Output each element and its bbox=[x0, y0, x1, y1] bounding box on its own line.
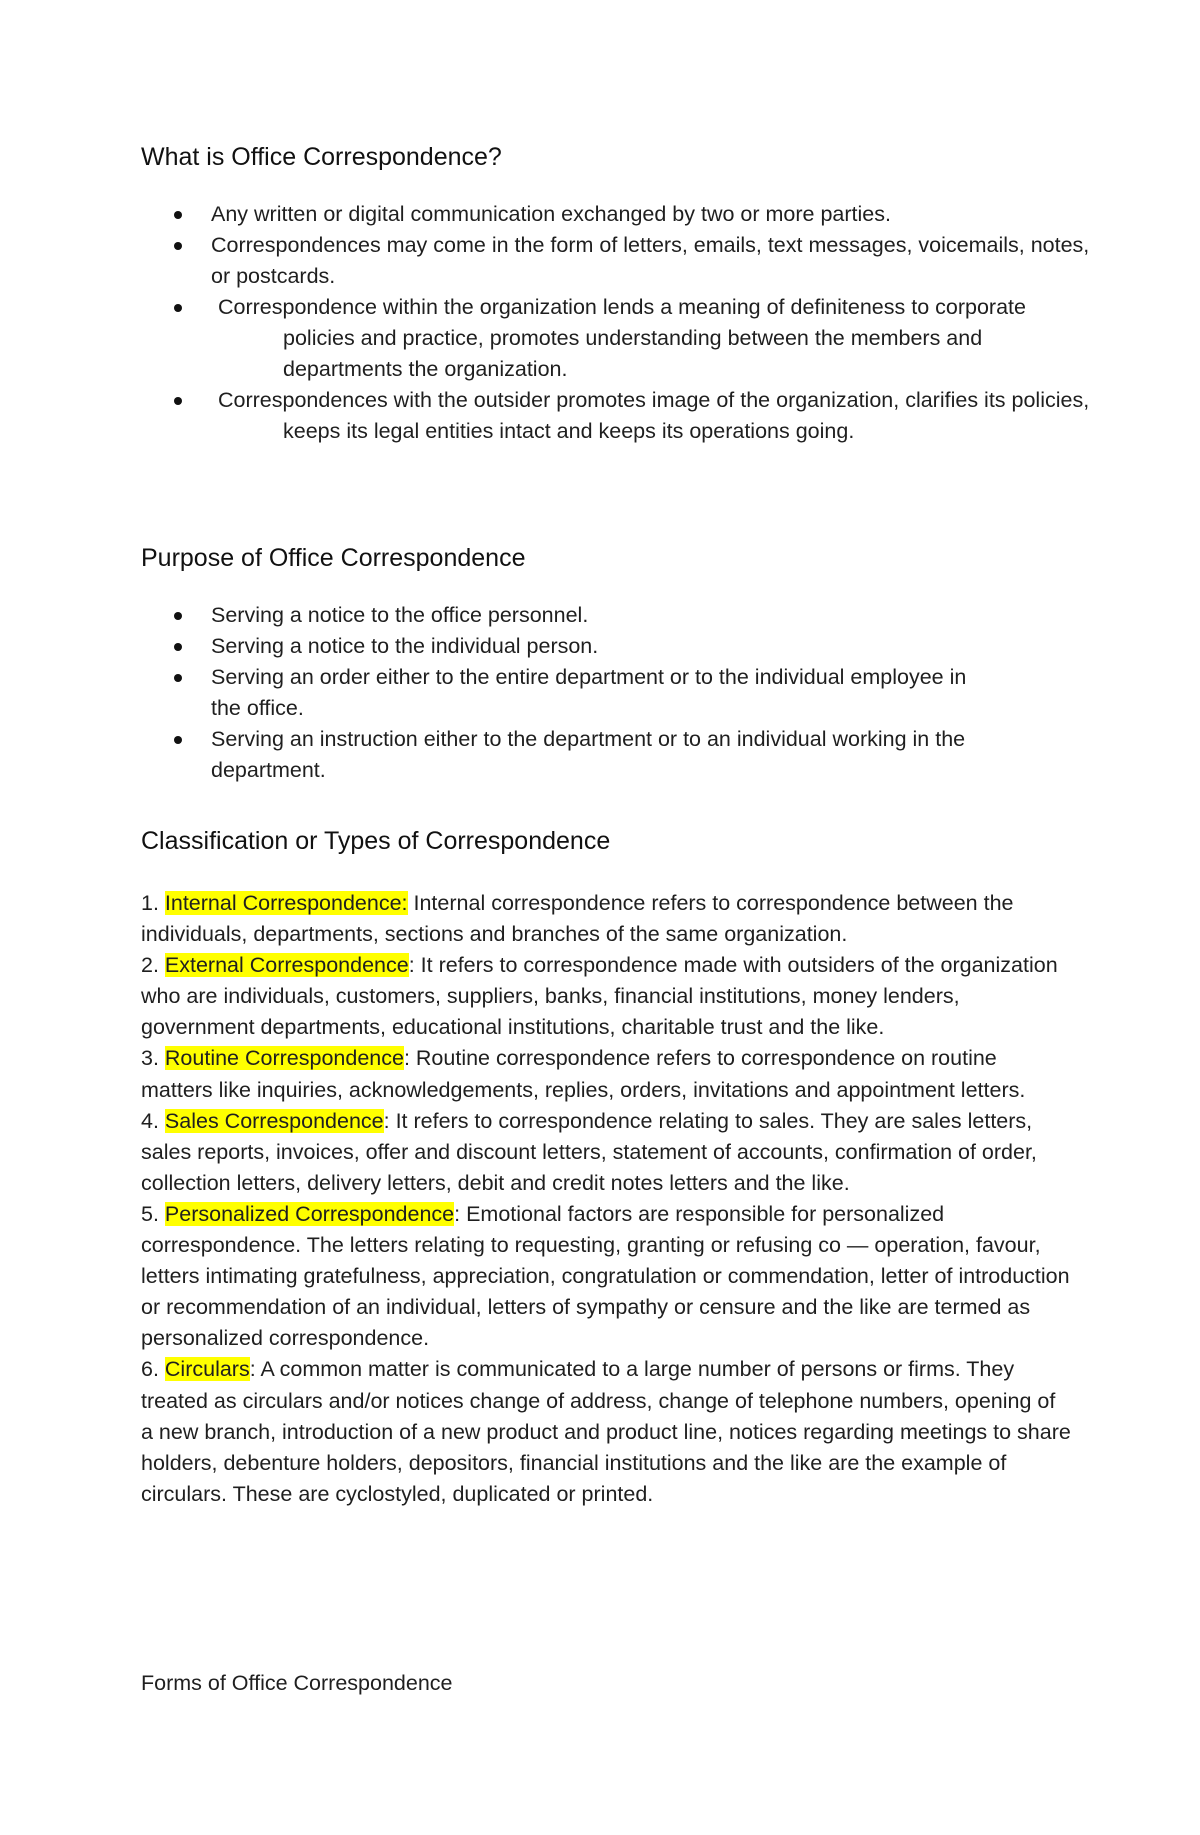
bullet-icon bbox=[174, 211, 182, 219]
classification-paragraph bbox=[141, 888, 1071, 1510]
term-highlight: Routine Correspondence bbox=[164, 1046, 404, 1071]
section-title-classification: Classification or Types of Correspondence bbox=[141, 827, 611, 855]
classification-item-3: 3. Routine Correspondence: Routine correspondence refers to correspondence on routine matters like inquiries, acknowledgements, replies, orders, invitations and appointment letters. bbox=[141, 1046, 1026, 1102]
classification-item-4: 4. Sales Correspondence: It refers to correspondence relating to sales. They are sales letters, sales reports, invoices, offer and discount letters, statement of accounts, confirmation of order, collection letters, delivery letters, debit and credit notes letters and the like. bbox=[141, 1108, 1037, 1195]
section-title-what-is: What is Office Correspondence? bbox=[141, 143, 502, 171]
term-highlight: Personalized Correspondence bbox=[164, 1201, 455, 1226]
list-item: Any written or digital communication exchanged by two or more parties. bbox=[141, 199, 1101, 230]
section-title-purpose: Purpose of Office Correspondence bbox=[141, 544, 526, 572]
list-item: Serving an instruction either to the department or to an individual working in the department. bbox=[141, 724, 1071, 786]
list-item bbox=[141, 230, 1101, 292]
bullet-icon bbox=[174, 612, 182, 620]
bullet-icon bbox=[174, 674, 182, 682]
list-item: Serving an order either to the entire department or to the individual employee in the office. bbox=[141, 662, 981, 724]
term-highlight: Sales Correspondence bbox=[164, 1108, 384, 1133]
classification-item-5: 5. Personalized Correspondence: Emotional factors are responsible for personalized correspondence. The letters relating to requesting, granting or refusing co — operation, favour, letters intimating gratefulness, appreciation, congratulation or commendation, letter of introduction or recommendation of an individual, letters of sympathy or censure and the like are termed as personalized correspondence. bbox=[141, 1201, 1070, 1351]
term-highlight: Circulars bbox=[164, 1357, 250, 1382]
term-highlight: External Correspondence bbox=[164, 953, 409, 978]
wrapped-text: Correspondences may come in the form of letters, emails, text messages, voicemails, notes, or postcards. bbox=[211, 233, 1090, 288]
list-item: Correspondences with the outsider promotes image of the organization, clarifies its policies, keeps its legal entities intact and keeps its operations going. bbox=[141, 385, 1101, 447]
bullet-icon bbox=[174, 242, 182, 250]
list-item: Correspondence within the organization lends a meaning of definiteness to corporate policies and practice, promotes understanding between the members and departments the organization. bbox=[141, 292, 1101, 385]
term-highlight: Internal Correspondence: bbox=[164, 891, 408, 915]
bullet-icon bbox=[174, 397, 182, 405]
list-item: Serving a notice to the individual person. bbox=[141, 631, 1041, 662]
definition-bullet-list bbox=[141, 199, 1101, 447]
forms-heading: Forms of Office Correspondence bbox=[141, 1671, 453, 1695]
classification-item-2: 2. External Correspondence: It refers to correspondence made with outsiders of the organization who are individuals, customers, suppliers, banks, financial institutions, money lenders, government departments, educational institutions, charitable trust and the like. bbox=[141, 953, 1058, 1040]
classification-item-6: 6. Circulars: A common matter is communicated to a large number of persons or firms. They treated as circulars and/or notices change of address, change of telephone numbers, opening of a new branch, introduction of a new product and product line, notices regarding meetings to share holders, debenture holders, depositors, financial institutions and the like are the example of circulars. These are cyclostyled, duplicated or printed. bbox=[141, 1357, 1071, 1506]
list-item: Serving a notice to the office personnel. bbox=[141, 600, 1041, 631]
bullet-icon bbox=[174, 736, 182, 744]
classification-item-1: 1. Internal Correspondence: Internal correspondence refers to correspondence between the individuals, departments, sections and branches of the same organization. bbox=[141, 891, 1014, 947]
purpose-bullet-list bbox=[141, 600, 1041, 786]
bullet-icon bbox=[174, 643, 182, 651]
bullet-icon bbox=[174, 304, 182, 312]
